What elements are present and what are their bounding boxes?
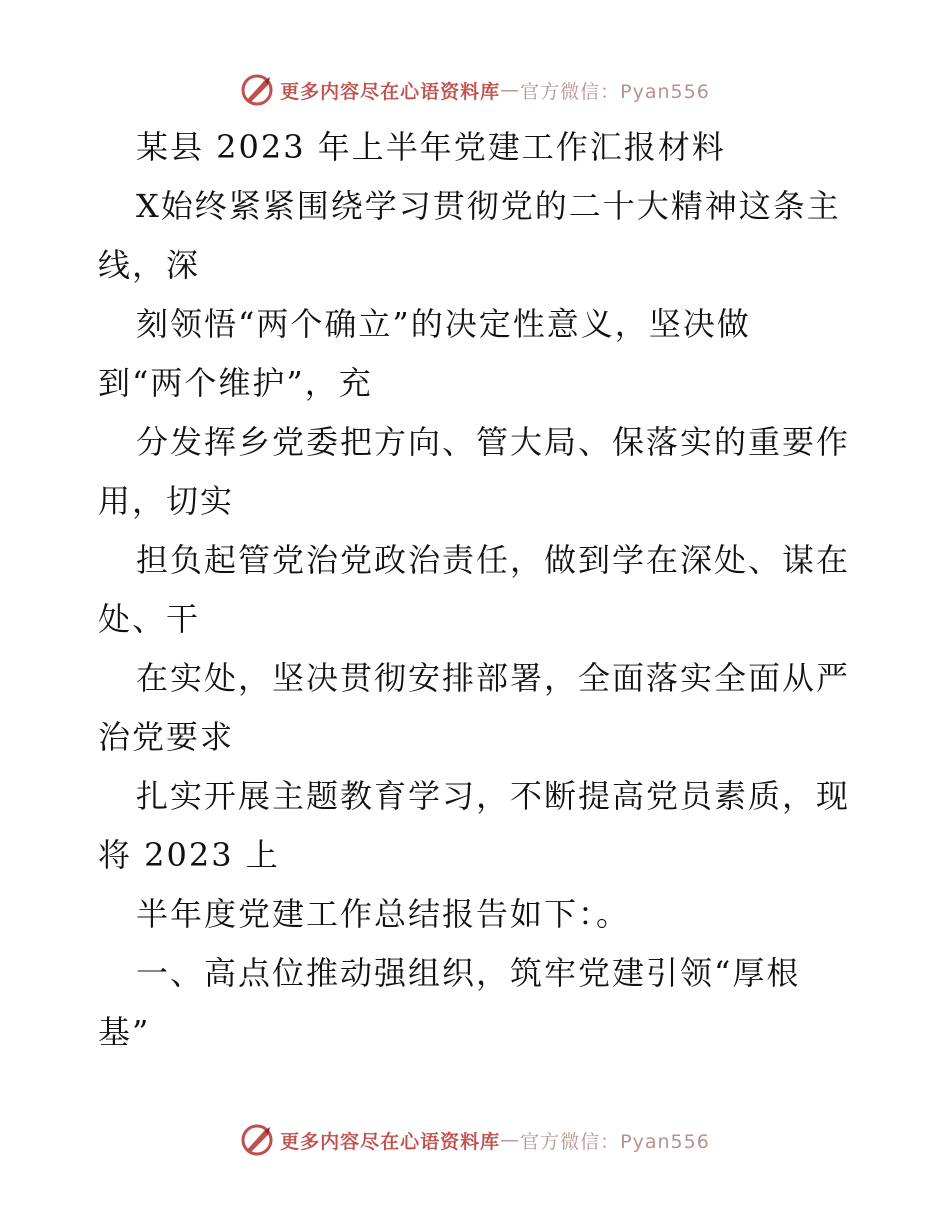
banner-sub-text: 官方微信：Pyan556: [520, 80, 710, 103]
document-line: 治党要求: [98, 718, 235, 756]
banner-dash: —: [500, 79, 521, 101]
banner-main-text: 更多内容尽在心语资料库: [280, 80, 501, 103]
document-title: 某县 2023 年上半年党建工作汇报材料: [136, 128, 726, 166]
section-heading: 一、高点位推动强组织，筑牢党建引领“厚根: [136, 954, 801, 992]
document-line: 分发挥乡党委把方向、管大局、保落实的重要作: [136, 423, 851, 461]
quill-logo-icon: [240, 73, 274, 107]
banner-sub-text: 官方微信：Pyan556: [520, 1130, 710, 1153]
document-line: 处、干: [98, 600, 201, 638]
document-line: 担负起管党治党政治责任，做到学在深处、谋在: [136, 541, 851, 579]
banner-dash: —: [500, 1129, 521, 1151]
document-line: 刻领悟“两个确立”的决定性意义，坚决做: [136, 305, 751, 343]
header-watermark-banner: [0, 70, 950, 110]
document-line: X始终紧紧围绕学习贯彻党的二十大精神这条主: [136, 187, 841, 225]
document-line: 将 2023 上: [98, 836, 280, 874]
document-line: 线，深: [98, 246, 201, 284]
document-line: 扎实开展主题教育学习，不断提高党员素质，现: [136, 777, 851, 815]
document-line: 在实处，坚决贯彻安排部署，全面落实全面从严: [136, 659, 851, 697]
quill-logo-icon: [240, 1123, 274, 1157]
document-line: 基”: [98, 1013, 151, 1051]
document-line: 半年度党建工作总结报告如下：。: [136, 895, 631, 933]
footer-watermark-banner: [0, 1120, 950, 1160]
document-line: 到“两个维护”，充: [98, 364, 373, 402]
banner-main-text: 更多内容尽在心语资料库: [280, 1130, 501, 1153]
document-body: [98, 118, 858, 1062]
document-line: 用，切实: [98, 482, 235, 520]
